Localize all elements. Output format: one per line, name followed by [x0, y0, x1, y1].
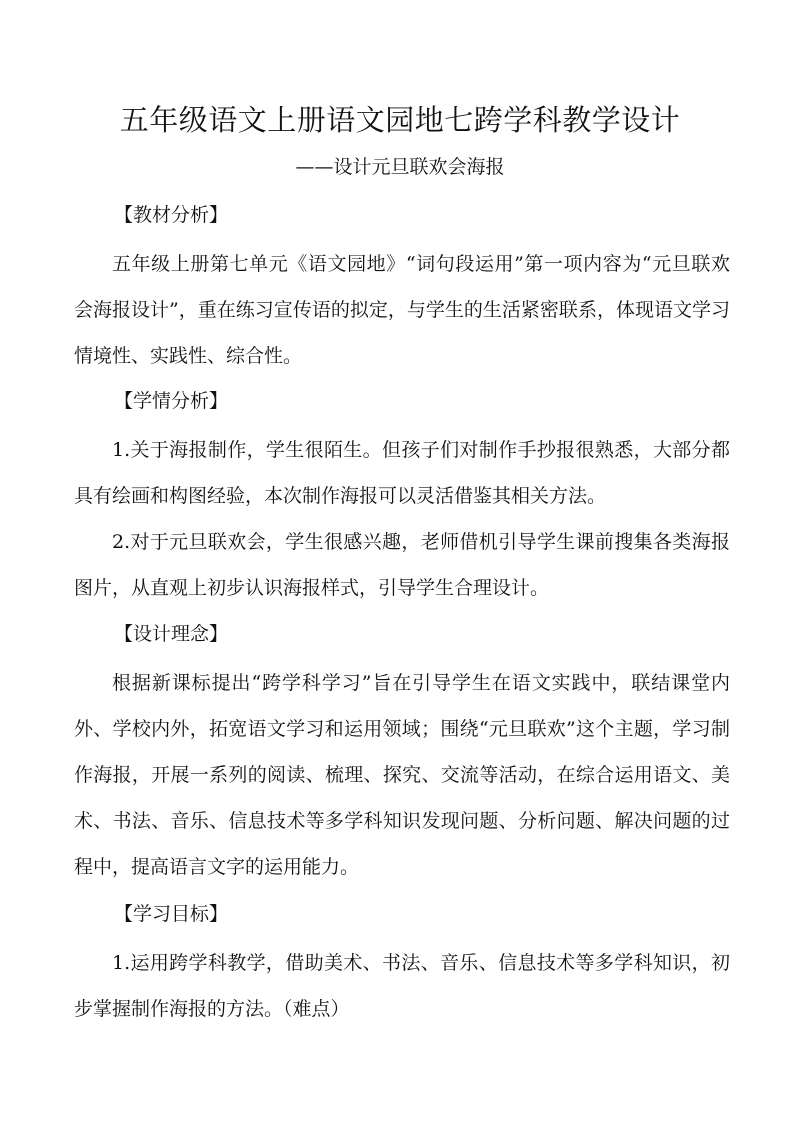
document-title: 五年级语文上册语文园地七跨学科教学设计	[119, 103, 681, 137]
section-heading-learning-goals: 【学习目标】	[114, 903, 229, 925]
paragraph-student-analysis-2: 2.对于元旦联欢会，学生很感兴趣，老师借机引导学生课前搜集各类海报图片，从直观上初步认识海报样式，引导学生合理设计。	[74, 531, 730, 599]
paragraph-design-concept: 根据新课标提出“跨学科学习”旨在引导学生在语文实践中，联结课堂内外、学校内外，拓宽语文学习和运用领域；围绕“元旦联欢”这个主题，学习制作海报，开展一系列的阅读、梳理、探究、交流等活动，在综合运用语文、美术、书法、音乐、信息技术等多学科知识发现问题、分析问题、解决问题的过程中，提高语言文字的运用能力。	[74, 672, 730, 878]
section-heading-design-concept: 【设计理念】	[114, 623, 229, 645]
section-heading-textbook-analysis: 【教材分析】	[114, 204, 229, 226]
section-heading-student-analysis: 【学情分析】	[114, 390, 229, 412]
document-subtitle: ——设计元旦联欢会海报	[295, 156, 505, 178]
paragraph-student-analysis-1: 1.关于海报制作，学生很陌生。但孩子们对制作手抄报很熟悉，大部分都具有绘画和构图经验，本次制作海报可以灵活借鉴其相关方法。	[74, 439, 730, 507]
paragraph-learning-goal-1: 1.运用跨学科教学，借助美术、书法、音乐、信息技术等多学科知识，初步掌握制作海报的方法。（难点）	[74, 952, 730, 1020]
paragraph-textbook-analysis: 五年级上册第七单元《语文园地》“词句段运用”第一项内容为“元旦联欢会海报设计”，重在练习宣传语的拟定，与学生的生活紧密联系，体现语文学习情境性、实践性、综合性。	[74, 253, 730, 367]
